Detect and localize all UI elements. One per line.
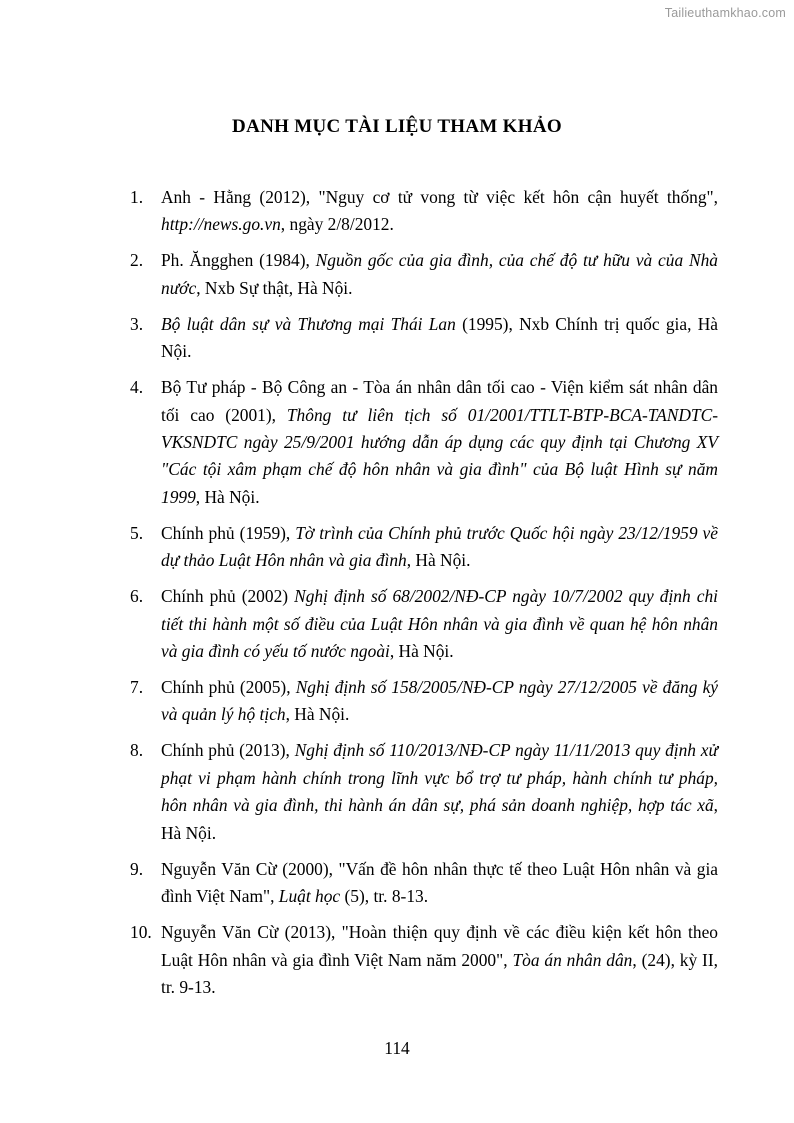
page-number: 114 <box>384 1038 410 1058</box>
reference-number: 6. <box>130 586 144 607</box>
reference-number: 10. <box>130 922 152 943</box>
reference-number: 7. <box>130 677 144 698</box>
page-title: DANH MỤC TÀI LIỆU THAM KHẢO <box>232 116 562 137</box>
reference-number: 9. <box>130 858 144 879</box>
reference-segment: , Hà Nội. <box>161 795 718 843</box>
reference-segment: Nguyễn Văn Cừ (2013), "Hoàn thiện quy định về các điều kiện kết hôn theo Luật Hôn nhân và gia đình Việt Nam năm 2000", <box>161 922 718 970</box>
reference-text <box>161 583 718 665</box>
reference-segment: Chính phủ (1959), <box>161 522 296 543</box>
reference-segment: , Hà Nội. <box>285 704 350 725</box>
reference-title-italic: Nghị định số 68/2002/NĐ-CP ngày 10/7/2002 quy định chi tiết thi hành một số điều của Luật Hôn nhân và gia đình về quan hệ hôn nhân và gia đình có yếu tố nước ngoài <box>161 586 718 662</box>
reference-item <box>130 184 718 239</box>
reference-segment: Nguyễn Văn Cừ (2000), "Vấn đề hôn nhân thực tế theo Luật Hôn nhân và gia đình Việt Nam", <box>161 858 718 907</box>
reference-segment: Bộ Tư pháp - Bộ Công an - Tòa án nhân dân tối cao - Viện kiểm sát nhân dân tối cao (2001), <box>161 377 718 425</box>
reference-segment: (5), tr. 8-13. <box>340 886 429 907</box>
reference-title-italic: Tòa án nhân dân <box>512 949 633 970</box>
reference-list <box>130 184 718 1010</box>
reference-segment: (1995), Nxb Chính trị quốc gia, Hà Nội. <box>161 313 718 362</box>
reference-item <box>130 856 718 911</box>
reference-item <box>130 247 718 302</box>
reference-number: 3. <box>130 313 144 334</box>
reference-title-italic: Tờ trình của Chính phủ trước Quốc hội ngày 23/12/1959 về dự thảo Luật Hôn nhân và gia đình <box>161 522 718 571</box>
reference-segment: Chính phủ (2013), <box>161 740 295 761</box>
reference-segment: Chính phủ (2002) <box>161 586 295 607</box>
watermark-text: Tailieuthamkhao.com <box>664 6 786 20</box>
reference-text <box>161 247 718 302</box>
reference-text <box>161 520 718 575</box>
reference-segment: Chính phủ (2005), <box>161 677 296 698</box>
reference-title-italic: Nghị định số 158/2005/NĐ-CP ngày 27/12/2005 về đăng ký và quản lý hộ tịch <box>161 677 719 725</box>
reference-number: 5. <box>130 522 144 543</box>
reference-text <box>161 311 718 366</box>
reference-segment: , (24), kỳ II, tr. 9-13. <box>161 949 718 997</box>
reference-text <box>161 919 718 1001</box>
reference-number: 1. <box>130 187 144 207</box>
reference-text <box>161 737 718 847</box>
reference-segment: , Hà Nội. <box>389 641 454 662</box>
reference-segment: , Hà Nội. <box>406 550 471 571</box>
reference-text <box>161 374 718 511</box>
reference-number: 4. <box>130 377 144 398</box>
reference-title-italic: Luật học <box>278 886 341 907</box>
reference-item <box>130 737 718 847</box>
reference-title-italic: Nghị định số 110/2013/NĐ-CP ngày 11/11/2013 quy định xử phạt vi phạm hành chính trong lĩnh vực bổ trợ tư pháp, hành chính tư pháp, hôn nhân và gia đình, thi hành án dân sự, phá sản doanh nghiệp, hợp tác xã <box>161 740 718 816</box>
reference-item <box>130 520 718 575</box>
reference-text <box>161 856 718 911</box>
reference-text <box>161 674 718 729</box>
reference-segment: , ngày 2/8/2012. <box>280 214 394 235</box>
reference-segment: Anh - Hằng (2012), "Nguy cơ tử vong từ việc kết hôn cận huyết thống", <box>161 187 718 207</box>
reference-item <box>130 919 718 1001</box>
reference-item <box>130 674 718 729</box>
reference-title-italic: Thông tư liên tịch số 01/2001/TTLT-BTP-BCA-TANDTC-VKSNDTC ngày 25/9/2001 hướng dẫn áp dụng các quy định tại Chương XV "Các tội xâm phạm chế độ hôn nhân và gia đình" của Bộ luật Hình sự năm 1999 <box>161 404 718 507</box>
reference-segment: , Nxb Sự thật, Hà Nội. <box>196 277 353 298</box>
reference-text <box>161 184 718 239</box>
reference-item <box>130 374 718 511</box>
reference-item <box>130 583 718 665</box>
reference-title-italic: http://news.go.vn <box>161 214 281 235</box>
reference-item <box>130 311 718 366</box>
reference-title-italic: Bộ luật dân sự và Thương mại Thái Lan <box>161 313 456 334</box>
reference-segment: , Hà Nội. <box>195 486 260 507</box>
reference-segment: Ph. Ăngghen (1984), <box>161 250 316 271</box>
reference-title-italic: Nguồn gốc của gia đình, của chế độ tư hữu và của Nhà nước <box>161 250 718 298</box>
reference-number: 8. <box>130 740 144 761</box>
reference-number: 2. <box>130 250 144 271</box>
